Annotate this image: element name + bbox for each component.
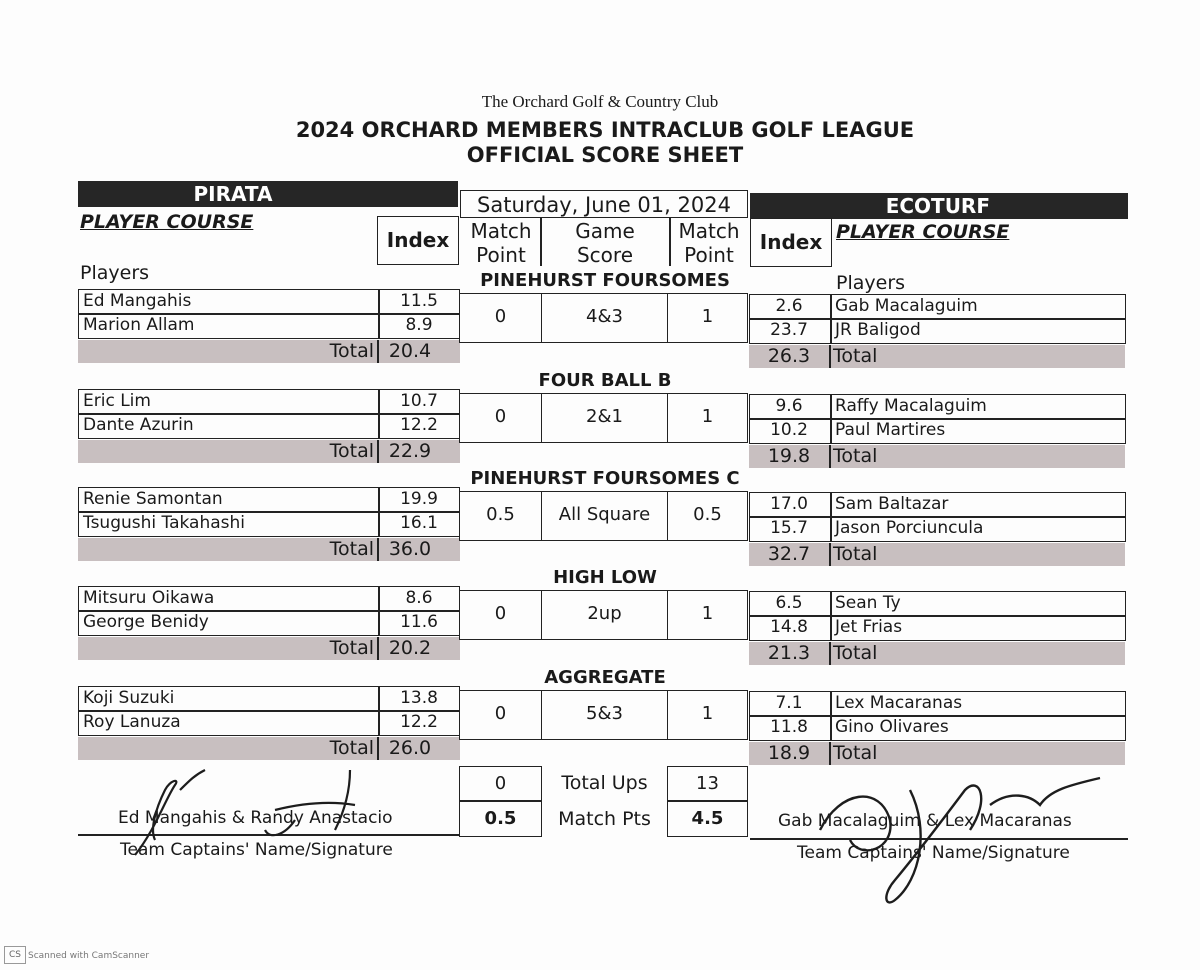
player-name: Gab Macalaguim — [835, 296, 978, 316]
player-name: Tsugushi Takahashi — [83, 513, 246, 533]
right-signature-scribble — [800, 770, 1120, 910]
player-name: Sean Ty — [835, 593, 901, 613]
left-match-point: 0 — [494, 703, 507, 724]
left-match-pts: 0.5 — [459, 801, 542, 837]
point-word: Point — [476, 243, 526, 267]
player-name: Mitsuru Oikawa — [83, 588, 215, 608]
right-captains-caption: Team Captains' Name/Signature — [797, 843, 1070, 863]
player-index: 11.6 — [400, 612, 438, 632]
match-title: FOUR BALL B — [538, 370, 672, 391]
scanner-caption: Scanned with CamScanner — [28, 951, 150, 961]
left-captains-names: Ed Mangahis & Randy Anastacio — [118, 808, 393, 828]
game-score: 2up — [587, 603, 622, 624]
total-label: Total — [329, 440, 374, 462]
total-label: Total — [329, 340, 374, 362]
right-match-point: 1 — [701, 703, 714, 724]
total-label: Total — [329, 637, 374, 659]
camscanner-logo: CS — [4, 946, 26, 964]
player-index: 7.1 — [775, 693, 803, 713]
right-match-point: 1 — [701, 306, 714, 327]
match-word: Match — [470, 219, 532, 243]
left-players-label: Players — [80, 262, 150, 284]
player-name: Dante Azurin — [83, 415, 194, 435]
total-label: Total — [833, 543, 878, 565]
right-total-value: 32.7 — [767, 543, 811, 565]
score-word: Score — [576, 243, 633, 267]
player-index: 23.7 — [770, 320, 808, 340]
game-word: Game — [575, 219, 635, 243]
match-title: PINEHURST FOURSOMES C — [470, 468, 740, 489]
player-index: 19.9 — [400, 489, 438, 509]
match-word: Match — [678, 219, 740, 243]
left-index-header: Index — [377, 216, 459, 265]
left-total-value: 36.0 — [388, 538, 432, 560]
player-index: 8.9 — [405, 315, 433, 335]
total-label: Total — [329, 538, 374, 560]
player-index: 12.2 — [400, 712, 438, 732]
match-title: HIGH LOW — [553, 567, 657, 588]
player-index: 14.8 — [770, 617, 808, 637]
right-match-pts: 4.5 — [667, 801, 748, 837]
player-name: Koji Suzuki — [83, 688, 175, 708]
total-label: Total — [833, 345, 878, 367]
total-divider — [377, 737, 379, 760]
sheet-title: OFFICIAL SCORE SHEET — [466, 143, 744, 167]
game-score: 2&1 — [586, 406, 623, 427]
left-total-value: 22.9 — [388, 440, 432, 462]
game-score: 4&3 — [586, 306, 623, 327]
player-name: Marion Allam — [83, 315, 195, 335]
total-divider — [377, 538, 379, 561]
total-divider — [377, 637, 379, 660]
player-name: Raffy Macalaguim — [835, 396, 987, 416]
game-score: 5&3 — [586, 703, 623, 724]
left-signature-scribble — [95, 760, 395, 870]
player-name: Gino Olivares — [835, 717, 949, 737]
player-index: 12.2 — [400, 415, 438, 435]
header-divider — [669, 218, 671, 266]
left-total-value: 26.0 — [388, 737, 432, 759]
left-match-point: 0 — [494, 406, 507, 427]
left-total-value: 20.4 — [388, 340, 432, 362]
right-match-point-header — [670, 219, 748, 267]
match-title: AGGREGATE — [544, 667, 666, 688]
total-divider — [829, 543, 831, 566]
total-divider — [829, 742, 831, 765]
player-name: Renie Samontan — [83, 489, 223, 509]
game-score-header — [540, 219, 670, 267]
total-label: Total — [329, 737, 374, 759]
left-match-point-header — [462, 219, 540, 267]
player-name: Ed Mangahis — [83, 291, 192, 311]
right-team-name: ECOTURF — [885, 194, 990, 218]
left-match-point: 0 — [494, 603, 507, 624]
left-captains-caption: Team Captains' Name/Signature — [120, 840, 393, 860]
player-name: Paul Martires — [835, 420, 946, 440]
player-name: Jet Frias — [835, 617, 903, 637]
right-index-header: Index — [750, 218, 832, 267]
match-pts-label: Match Pts — [558, 808, 651, 830]
player-index: 15.7 — [770, 518, 808, 538]
total-ups-label: Total Ups — [561, 772, 648, 794]
left-match-point: 0.5 — [486, 504, 515, 525]
header-divider — [540, 218, 542, 266]
total-divider — [377, 440, 379, 463]
player-index: 11.5 — [400, 291, 438, 311]
right-total-ups: 13 — [667, 766, 748, 801]
player-name: George Benidy — [83, 612, 209, 632]
match-date: Saturday, June 01, 2024 — [460, 190, 748, 218]
player-index: 6.5 — [775, 593, 803, 613]
league-title: 2024 ORCHARD MEMBERS INTRACLUB GOLF LEAGUE — [295, 118, 915, 142]
right-total-value: 18.9 — [767, 742, 811, 764]
left-team-name: PIRATA — [193, 182, 273, 206]
left-total-ups: 0 — [459, 766, 542, 801]
player-name: Jason Porciuncula — [835, 518, 984, 538]
player-name: JR Baligod — [835, 320, 921, 340]
total-divider — [829, 445, 831, 468]
player-index: 17.0 — [770, 494, 808, 514]
total-divider — [829, 642, 831, 665]
player-index: 16.1 — [400, 513, 438, 533]
right-match-point: 0.5 — [693, 504, 722, 525]
player-name: Eric Lim — [83, 391, 151, 411]
total-divider — [377, 340, 379, 363]
right-match-point: 1 — [701, 603, 714, 624]
left-player-course-label: PLAYER COURSE — [80, 211, 254, 233]
total-label: Total — [833, 642, 878, 664]
right-captains-names: Gab Macalaguim & Lex Macaranas — [778, 811, 1072, 831]
left-match-point: 0 — [494, 306, 507, 327]
right-total-value: 21.3 — [767, 642, 811, 664]
right-team-bar — [750, 193, 1128, 219]
left-total-value: 20.2 — [388, 637, 432, 659]
right-total-value: 26.3 — [767, 345, 811, 367]
player-index: 2.6 — [775, 296, 803, 316]
left-team-bar — [78, 181, 458, 207]
player-index: 11.8 — [770, 717, 808, 737]
player-index: 10.2 — [770, 420, 808, 440]
right-total-value: 19.8 — [767, 445, 811, 467]
player-name: Roy Lanuza — [83, 712, 181, 732]
point-word: Point — [684, 243, 734, 267]
total-label: Total — [833, 742, 878, 764]
right-players-label: Players — [836, 272, 906, 294]
total-divider — [829, 345, 831, 368]
match-title: PINEHURST FOURSOMES — [480, 270, 730, 291]
game-score: All Square — [558, 504, 651, 525]
total-label: Total — [833, 445, 878, 467]
player-name: Lex Macaranas — [835, 693, 963, 713]
right-match-point: 1 — [701, 406, 714, 427]
player-index: 13.8 — [400, 688, 438, 708]
club-name: The Orchard Golf & Country Club — [481, 92, 719, 111]
player-index: 9.6 — [775, 396, 803, 416]
player-name: Sam Baltazar — [835, 494, 949, 514]
right-player-course-label: PLAYER COURSE — [836, 221, 1010, 243]
player-index: 8.6 — [405, 588, 433, 608]
player-index: 10.7 — [400, 391, 438, 411]
